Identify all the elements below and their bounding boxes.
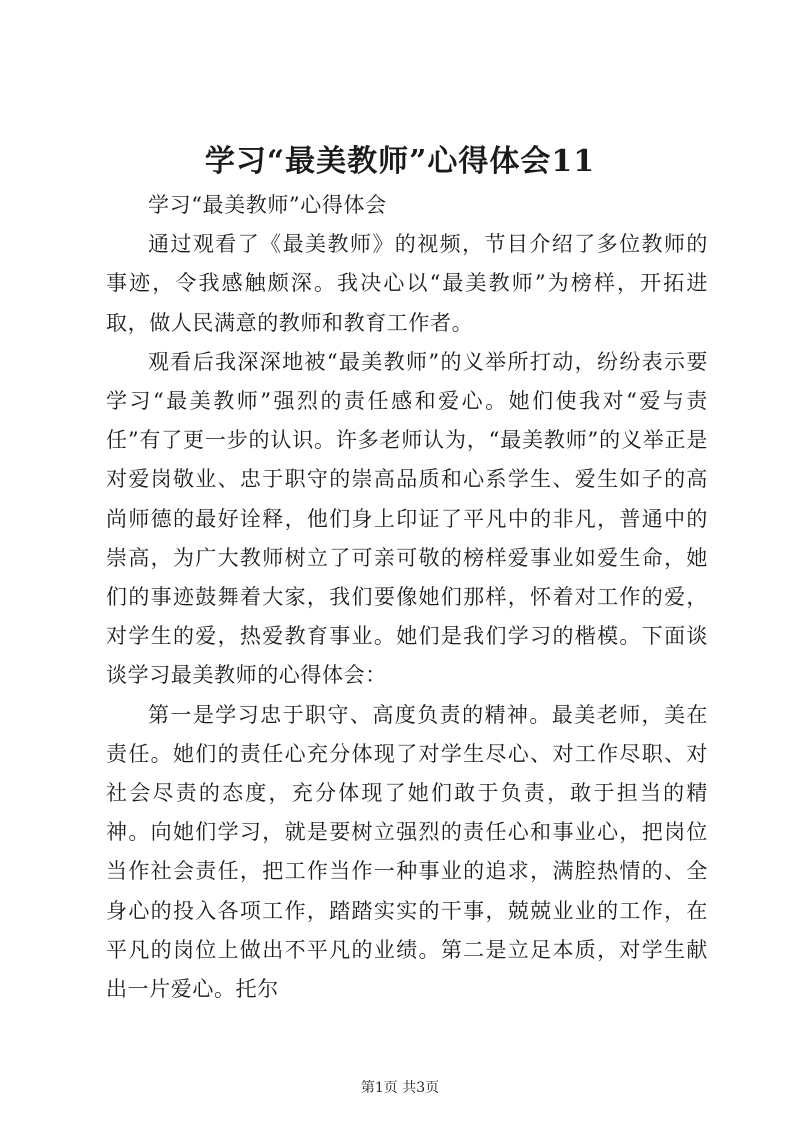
document-title: 学习“最美教师”心得体会11	[204, 144, 596, 179]
body-paragraph: 第一是学习忠于职守、高度负责的精神。最美老师，美在责任。她们的责任心充分体现了对学生尽心、对工作尽职、对社会尽责的态度，充分体现了她们敢于负责，敢于担当的精神。向她们学习，就是要树立强烈的责任心和事业心，把岗位当作社会责任，把工作当作一种事业的追求，满腔热情的、全身心的投入各项工作，踏踏实实的干事，兢兢业业的工作，在平凡的岗位上做出不平凡的业绩。第二是立足本质，对学生献出一片爱心。托尔	[106, 702, 708, 1002]
subtitle-paragraph: 学习“最美教师”心得体会	[148, 193, 387, 217]
body-paragraph: 观看后我深深地被“最美教师”的义举所打动，纷纷表示要学习“最美教师”强烈的责任感和爱心。她们使我对“爱与责任”有了更一步的认识。许多老师认为，“最美教师”的义举正是对爱岗敬业、忠于职守的崇高品质和心系学生、爱生如子的高尚师德的最好诠释，他们身上印证了平凡中的非凡，普通中的崇高，为广大教师树立了可亲可敬的榜样爱事业如爱生命，她们的事迹鼓舞着大家，我们要像她们那样，怀着对工作的爱，对学生的爱，热爱教育事业。她们是我们学习的楷模。下面谈谈学习最美教师的心得体会：	[106, 349, 708, 688]
page-number-footer: 第1页 共3页	[360, 1080, 440, 1096]
document-body	[106, 186, 708, 1009]
intro-paragraph: 通过观看了《最美教师》的视频，节目介绍了多位教师的事迹，令我感触颇深。我决心以“最美教师”为榜样，开拓进取，做人民满意的教师和教育工作者。	[106, 232, 708, 335]
